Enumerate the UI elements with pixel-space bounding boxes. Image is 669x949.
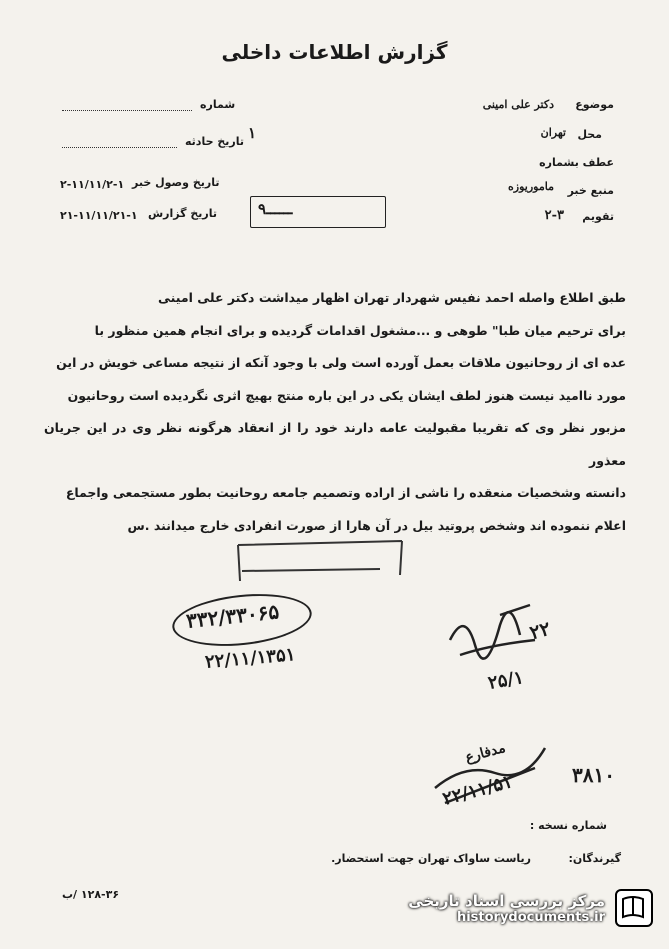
- assessment-label: تقویم: [582, 210, 614, 223]
- margin-code: ۳۸۱۰: [572, 763, 615, 787]
- subject-value: دکتر علی امینی: [482, 98, 554, 111]
- source-label: منبع خبر: [567, 184, 614, 197]
- incident-date-label: تاریخ حادثه: [185, 135, 244, 148]
- number-label: شماره: [200, 98, 236, 111]
- watermark-text-en: historydocuments.ir: [456, 909, 605, 925]
- received-date-label: تاریخ وصول خبر: [132, 176, 220, 189]
- report-line: برای ترحیم میان طبا" طوهی و ...مشغول اقدامات گردیده و برای انجام همین منظور با: [94, 322, 626, 338]
- archive-number: ۳۳۲/۳۳۰۶۵: [185, 599, 281, 633]
- recipients-label: گیرندگان:: [568, 852, 621, 865]
- incident-date-value: ۱: [248, 124, 257, 142]
- previous-ref-label: عطف بشماره: [539, 156, 614, 169]
- source-value: ماموریوزه: [508, 180, 554, 193]
- report-line: دانسته وشخصیات منعقده را ناشی از اراده وتصمیم جامعه روحانیت بطور مستجمعی واجماع: [65, 485, 626, 500]
- subject-label: موضوع: [575, 98, 614, 111]
- form-code: ۱۲۸-۳۶ /ب: [62, 888, 120, 901]
- number-line: [62, 110, 192, 111]
- assessment-value: ۲-۳: [544, 208, 564, 223]
- classification-box-note: ۹ــــــ: [258, 200, 293, 218]
- report-line: عده ای از روحانیون ملاقات بعمل آورده است ولی با وجود آنکه از نتیجه مساعی خویش در این: [56, 355, 626, 370]
- marginal-initial: ۲۲: [527, 617, 553, 645]
- received-date-value: ۲-۱۱/۱۱/۲-۱: [60, 178, 125, 191]
- report-line: اعلام ننموده اند وشخص پروتید بیل در آن هارا از صورت انفرادی خارج میدانند .س: [127, 517, 626, 533]
- copies-label: شماره نسخه :: [529, 819, 607, 832]
- report-body: [44, 282, 626, 542]
- place-value: تهران: [540, 126, 566, 139]
- report-line: مورد ناامید نیست هنوز لطف ایشان یکی در این باره منتج بهیچ اثری نگردیده است روحانیون: [67, 387, 626, 403]
- incident-date-line: [62, 147, 177, 148]
- place-label: محل: [577, 128, 602, 141]
- signature-name: مدفارع: [463, 739, 508, 767]
- report-line: مزبور نظر وی که تقریبا مقبولیت عامه دارند خود را از انعقاد هرگونه نظر وی در این جریان معذور: [44, 420, 626, 468]
- watermark: [408, 880, 655, 936]
- page-title: گزارش اطلاعات داخلی: [221, 40, 448, 64]
- report-date-label: تاریخ گزارش: [148, 207, 218, 220]
- archive-date: ۲۲/۱۱/۱۳۵۱: [204, 644, 297, 673]
- watermark-text-fa: مرکز بررسی اسناد تاریخی: [408, 891, 605, 910]
- report-line: طبق اطلاع واصله احمد نفیس شهردار تهران اظهار میداشت دکتر علی امینی: [158, 290, 626, 305]
- recipients-value: ریاست ساواک تهران جهت استحضار.: [331, 852, 531, 865]
- report-date-value: ۲۱-۱۱/۱۱/۲۱-۱: [60, 209, 138, 222]
- book-logo-icon: [613, 887, 655, 929]
- handwritten-signature-top: [440, 585, 550, 670]
- marginal-date: ۲۵/۱: [486, 667, 526, 694]
- signature-date: ۲۲/۱۱/۵۱: [440, 771, 515, 810]
- faint-stamp-outline: [230, 535, 410, 587]
